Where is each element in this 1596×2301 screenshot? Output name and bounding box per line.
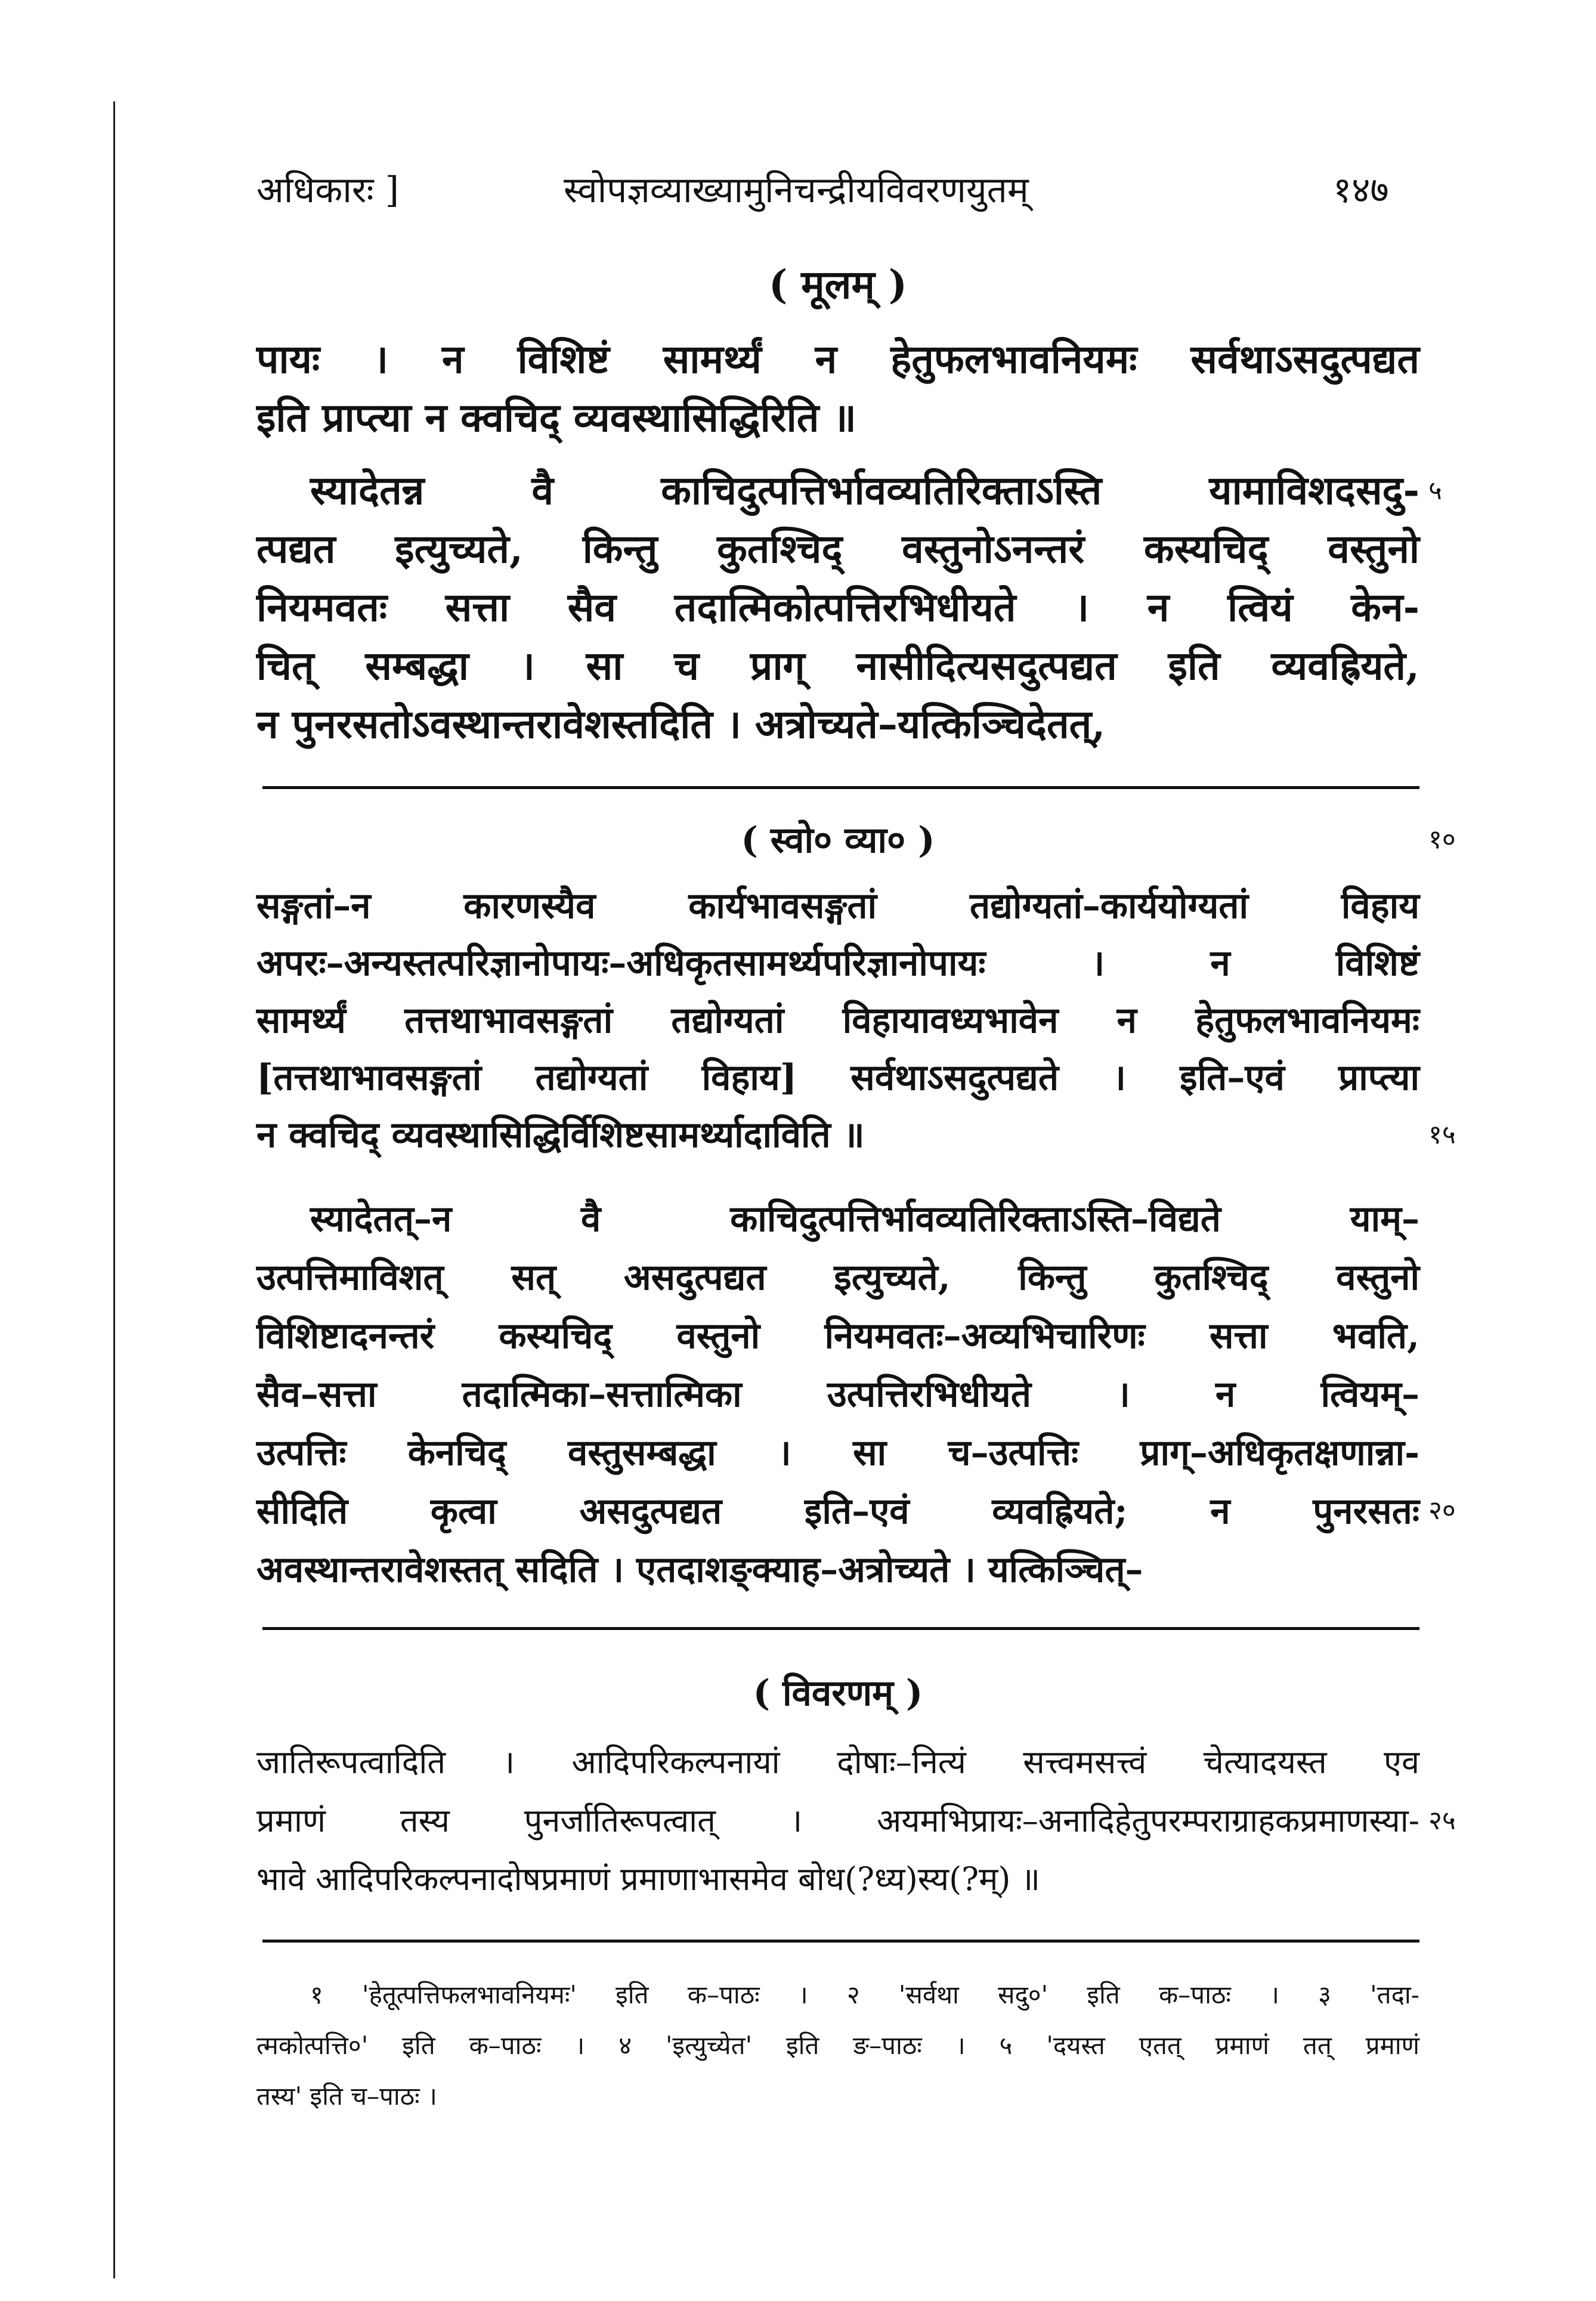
svopajna-paragraph-line: सैव–सत्ता तदात्मिका–सत्तात्मिका उत्पत्तिरभिधीयते । न त्वियम्– [256,1374,1419,1415]
svopajna-line: अपरः–अन्यस्तत्परिज्ञानोपायः–अधिकृतसामर्थ्यपरिज्ञानोपायः । न विशिष्टं [256,942,1419,984]
mula-paragraph-line: नियमवतः सत्ता सैव तदात्मिकोत्पत्तिरभिधीयते । न त्वियं केन- [256,584,1419,630]
mula-line: इति प्राप्त्या न क्वचिद् व्यवस्थासिद्धिरिति ॥ [256,394,856,441]
footnote-line: तस्य' इति च–पाठः । [256,2082,437,2111]
mula-paragraph-line: चित् सम्बद्धा । सा च प्राग् नासीदित्यसदुत्पद्यत इति व्यवह्रियते, [256,642,1419,689]
mula-paragraph-line: न पुनरसतोऽवस्थान्तरावेशस्तदिति । अत्रोच्यते–यत्किञ्चिदेतत्, [256,701,1106,747]
footnote-divider [262,1940,1419,1943]
page-binding-edge [113,101,115,2278]
svopajna-paragraph-line: स्यादेतत्–न वै काचिदुत्पत्तिर्भावव्यतिरिक्ताऽस्ति–विद्यते याम्– [310,1198,1419,1240]
header-chapter: अधिकारः ] [256,169,400,211]
mula-heading: ( मूलम् ) [768,261,908,308]
mula-paragraph-line: त्पद्यत इत्युच्यते, किन्तु कुतश्चिद् वस्तुनोऽनन्तरं कस्यचिद् वस्तुनो [256,525,1419,572]
svopajna-line: सङ्गतां–न कारणस्यैव कार्यभावसङ्गतां तद्योग्यतां–कार्ययोग्यतां विहाय [256,885,1419,927]
section-divider [262,786,1419,789]
svopajna-line: न क्वचिद् व्यवस्थासिद्धिर्विशिष्टसामर्थ्यादाविति ॥ [256,1114,865,1156]
section-divider [262,1627,1419,1630]
footnote-line: त्मकोत्पत्ति०' इति क–पाठः । ४ 'इत्युच्येत' इति ङ–पाठः । ५ 'दयस्त एतत् प्रमाणं तत् प्रमाणं [256,2031,1419,2060]
footnote-line: १ 'हेतूत्पत्तिफलभावनियमः' इति क–पाठः । २ 'सर्वथा सदु०' इति क–पाठः । ३ 'तदा- [310,1980,1419,2009]
page-number: १४७ [1333,169,1389,211]
line-number: १५ [1428,1119,1456,1150]
svopajna-paragraph-line: उत्पत्तिमाविशत् सत् असदुत्पद्यत इत्युच्यते, किन्तु कुतश्चिद् वस्तुनो [256,1257,1419,1298]
vivarana-heading: ( विवरणम् ) [753,1672,923,1714]
mula-line: पायः । न विशिष्टं सामर्थ्यं न हेतुफलभावनियमः सर्वथाऽसदुत्पद्यत [256,336,1419,382]
vivarana-line: प्रमाणं तस्य पुनर्जातिरूपत्वात् । अयमभिप्रायः–अनादिहेतुपरम्पराग्राहकप्रमाणस्या- [256,1802,1419,1839]
svopajna-paragraph-line: विशिष्टादनन्तरं कस्यचिद् वस्तुनो नियमवतः–अव्यभिचारिणः सत्ता भवति, [256,1315,1419,1357]
line-number: २० [1428,1495,1456,1526]
vivarana-line: भावे आदिपरिकल्पनादोषप्रमाणं प्रमाणाभासमेव बोध(?ध्य)स्य(?म्) ॥ [256,1860,1040,1898]
svopajna-line: सामर्थ्यं तत्तथाभावसङ्गतां तद्योग्यतां विहायावध्यभावेन न हेतुफलभावनियमः [256,1000,1419,1041]
svopajna-heading: ( स्वो० व्या० ) [741,819,935,861]
vivarana-line: जातिरूपत्वादिति । आदिपरिकल्पनायां दोषाः–नित्यं सत्त्वमसत्त्वं चेत्यादयस्त एव [256,1743,1419,1781]
line-number: १० [1428,824,1456,855]
svopajna-paragraph-line: उत्पत्तिः केनचिद् वस्तुसम्बद्धा । सा च–उत्पत्तिः प्राग्–अधिकृतक्षणान्ना- [256,1432,1419,1474]
mula-paragraph-line: स्यादेतन्न वै काचिदुत्पत्तिर्भावव्यतिरिक्ताऽस्ति यामाविशदसदु- [310,467,1419,514]
line-number: २५ [1428,1805,1456,1836]
svopajna-line: [तत्तथाभावसङ्गतां तद्योग्यतां विहाय] सर्वथाऽसदुत्पद्यते । इति–एवं प्राप्त्या [256,1057,1419,1099]
header-title: स्वोपज्ञव्याख्यामुनिचन्द्रीयविवरणयुतम् [564,169,1029,211]
svopajna-paragraph-line: अवस्थान्तरावेशस्तत् सदिति । एतदाशङ्क्याह–अत्रोच्यते । यत्किञ्चित्– [256,1549,1143,1591]
svopajna-paragraph-line: सीदिति कृत्वा असदुत्पद्यत इति–एवं व्यवह्रियते; न पुनरसतः [256,1490,1419,1532]
line-number: ५ [1428,475,1442,506]
